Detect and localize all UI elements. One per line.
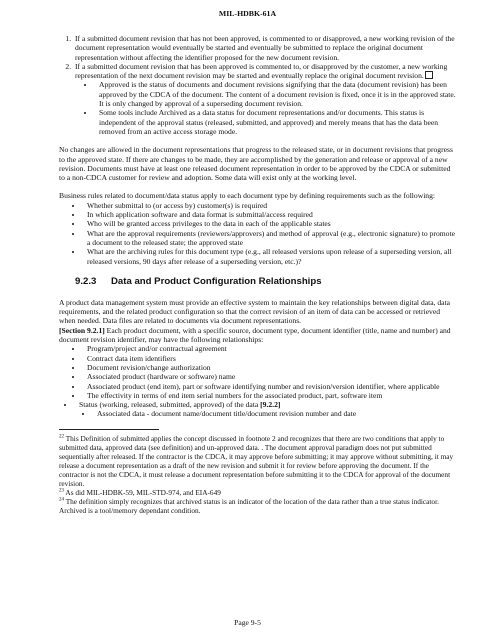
page-header: MIL-HDBK-61A <box>218 9 277 18</box>
numbered-item-2: 2. If a submitted document revision that has been approved is commented to, or disapproved by the customer, a new working representation of the next document revision may be started and eventually replace the original document revision. • Approved is the status of documents and document revisions signifying that the data (document revision) has been approved by the CDCA of the document. The content of a document revision is fixed, once it is in the approved state. It is only changed by approval of a superseding document revision. • Some tools include Archived as a data status for document representations and/or documents. This status is independent of the approval status (released, submitted, and approved) and merely means that has the data been removed from an active access storage mode. <box>73 62 457 136</box>
page-number: Page 9-5 <box>234 618 261 627</box>
status-item: • Status (working, released, submitted, approved) of the data [9.2.2] • Associated data - document name/document title/document revision number and date <box>75 400 457 419</box>
list-item: • The effectivity in terms of end item serial numbers for the associated product, part, software item <box>83 391 457 400</box>
section-reference[interactable]: [9.2.2] <box>260 400 281 410</box>
paragraph-business-rules: Business rules related to document/data status apply to each document type by defining requirements such as the following: <box>59 191 436 201</box>
relationship-bullet-list <box>59 344 457 400</box>
numbered-item-1: 1. If a submitted document revision that has not been approved, is commented to or disapproved, a new working revision of the document representation would eventually be started and eventually be submitted to replace the original document representation without affecting the identifier proposed for the new document revision. <box>73 34 457 62</box>
paragraph-no-changes: No changes are allowed in the document representations that progress to the released state, or in document revisions that progress to the approved state. If there are changes to be made, they are accomplished by the generation and release or approval of a new revision. Documents must have at least one released document representation in order to be approved by the CDCA or submitted to a non-CDCA customer for review and adoption. Some data will exist only at the working level. <box>59 145 453 183</box>
list-item: • What are the approval requirements (reviewers/approvers) and method of approval (e.g., electronic signature) to promote a document to the released state; the approved state <box>83 229 457 248</box>
footnote-divider <box>59 429 159 430</box>
section-heading <box>75 276 457 288</box>
section-reference[interactable]: [Section 9.2.1] <box>59 325 105 335</box>
list-item: • Contract data item identifiers <box>83 354 457 363</box>
numbered-list <box>59 34 457 136</box>
footnote-ref-22[interactable] <box>425 71 433 79</box>
list-item: • Associated product (end item), part or software identifying number and revision/version identifier, where applicable <box>83 382 457 391</box>
status-bullet-list <box>75 80 457 136</box>
status-item-list <box>59 400 457 419</box>
section-title: Data and Product Configuration Relationships <box>111 275 322 287</box>
list-item: • Associated product (hardware or software) name <box>83 372 457 381</box>
list-item: • Whether submittal to (or access by) customer(s) is required <box>83 201 457 210</box>
list-item: • Associated data - document name/document title/document revision number and date <box>93 409 457 418</box>
list-item: • Program/project and/or contractual agreement <box>83 344 457 353</box>
list-item: • Who will be granted access privileges to the data in each of the applicable states <box>83 219 457 228</box>
list-item: • What are the archiving rules for this document type (e.g., all released versions upon release of a superseding version, all released versions, 90 days after release of a superseding version, etc.)? <box>83 247 457 266</box>
list-item: • Document revision/change authorization <box>83 363 457 372</box>
status-bullet-archived: • Some tools include Archived as a data status for document representations and/or documents. This status is independent of the approval status (released, submitted, and approved) and merely means that has the data been removed from an active access storage mode. <box>95 108 457 136</box>
page-content <box>59 34 457 515</box>
list-item: • In which application software and data format is submittal/access required <box>83 210 457 219</box>
status-bullet-approved: • Approved is the status of documents and document revisions signifying that the data (document revision) has been approved by the CDCA of the document. The content of a document revision is fixed, once it is in the approved state. It is only changed by approval of a superseding document revision. <box>95 80 457 108</box>
status-sub-list <box>79 409 457 418</box>
rules-bullet-list <box>59 201 457 266</box>
footnote-22: $^{22}$ This Definition of submitted applies the concept discussed in footnote 2 and recognizes that there are two conditions that apply to submitted data, approved data (see definition) and un-approved data. . The document approval paradigm does not put submitted sequentially after released. If the contractor is the CDCA, it may approve before submitting; it may approve without submitting, it may release a document representation as a draft of the new revision and submit it for review before approving the document. If the contractor is not the CDCA, it must release a document representation before submitting it to the CDCA for approval of the document revision. <box>59 433 454 488</box>
paragraph-pdm: A product data management system must provide an effective system to maintain the key relationships between digital data, data requirements, and the related product configuration so that the correct revision of an item of data can be accessed or retrieved when needed. Data files are related to documents via document representations. [Section 9.2.1] Each product document, with a specific source, document type, document identifier (title, name and number) and document revision identifier, may have the following relationships: <box>59 297 451 345</box>
footnote-23: $^{23}$ As did MIL-HDBK-59, MIL-STD-974, and EIA-649 <box>59 487 221 497</box>
footnote-24: $^{24}$ The definition simply recognizes that archived status is an indicator of the location of the data rather than a true status indicator. Archived is a tool/memory dependant condition. <box>59 496 439 515</box>
section-number: 9.2.3 <box>75 275 97 287</box>
